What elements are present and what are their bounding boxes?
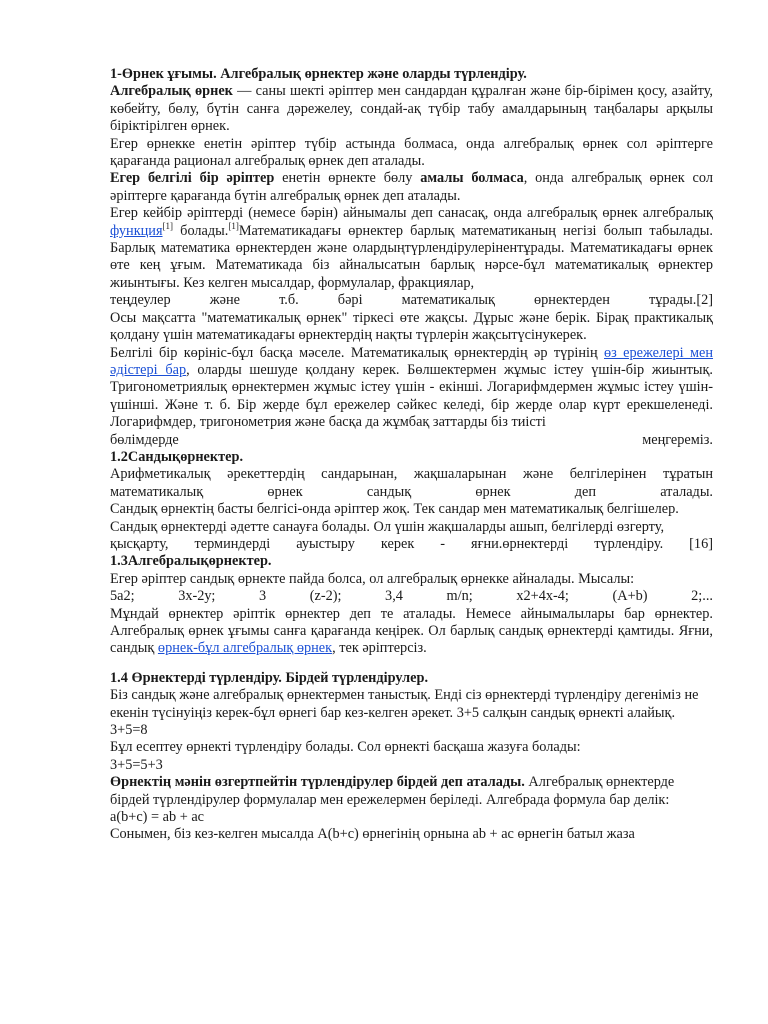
paragraph-conclusion: Сонымен, біз кез-келген мысалда А(b+c) өрнегінің орнына ab + ac өрнегін батыл жаза: [110, 826, 635, 843]
term-certain-letters: Егер белгілі бір әріптер: [110, 170, 275, 187]
paragraph-text: Мұндай өрнектер әріптік өрнектер деп те аталады. Немесе айнымалылары бар өрнектер. Алгебралық өрнек ұғымы санға қарағанда кеңірек. Ол барлық сандық өрнектерді қамтиды. Яғни, сандық: [110, 605, 713, 657]
paragraph-last-line: теңдеулер және т.б. бәрі математикалық өрнектерден тұрады.[2]: [110, 292, 713, 309]
paragraph-algebraic-expression-definition: [110, 83, 713, 135]
paragraph-numeric-expression-feature: Сандық өрнектің басты белгісі-онда әріптер жоқ. Тек сандар мен математикалық белгішелер.: [110, 501, 679, 518]
paragraph-rational-expression: Егер өрнекке енетін әріптер түбір астында болмаса, онда алгебралық өрнек сол әріптерге қарағанда рационал алгебралық өрнек деп аталады.: [110, 135, 713, 170]
paragraph-text: , онда алгебралық өрнек сол әріптерге қарағанда бүтін алгебралық өрнек деп аталады.: [110, 170, 713, 204]
document-page: [110, 66, 713, 844]
paragraph-specific-rules: [110, 345, 713, 432]
paragraph-text: Егер кейбір әріптерді (немесе бәрін) айнымалы деп санасақ, онда алгебралық өрнек алгебралық: [110, 205, 713, 222]
paragraph-text: Математикадағы өрнектер барлық математиканың негізі болып табылады. Барлық математика өрнектерден және олардыңтүрлендірулерінентұрады. Математикадағы өрнек өте кең ұғым. Математикада біз айналысатын барлық нәрсе-бұл математикалық өрнектер жиынтығы. Кез келген мысалдар, формулалар, фракциялар,: [110, 222, 713, 291]
equation-2: 3+5=5+3: [110, 756, 163, 773]
footnote-ref[interactable]: [1]: [228, 220, 239, 231]
paragraph-last-line: бөлімдерде меңгереміз.: [110, 431, 713, 448]
paragraph-last-line: математикалық өрнек сандық өрнек деп аталады.: [110, 483, 713, 500]
equation-3: a(b+c) = ab + ac: [110, 809, 205, 826]
paragraph-text: Белгілі бір көрініс-бұл басқа мәселе. Математикалық өрнектердің әр түрінің: [110, 344, 604, 361]
footnote-ref[interactable]: [1]: [162, 220, 174, 231]
paragraph-transformations-intro: Біз сандық және алгебралық өрнектермен таныстық. Енді сіз өрнектерді түрлендіру дегеніміз не екенін түсінуіңіз керек-бұл өрнегі бар кез-келген әрекет. 3+5 салқын сандық өрнекті алайық.: [110, 687, 699, 721]
paragraph-last-line: қысқарту, терминдерді ауыстыру керек - яғни.өрнектерді түрлендіру. [16]: [110, 535, 713, 552]
paragraph-algebraic-expressions-intro: Егер әріптер сандық өрнекте пайда болса, ол алгебралық өрнекке айналады. Мысалы:: [110, 570, 635, 587]
paragraph-integer-expression: [110, 170, 713, 205]
paragraph-text: болады.: [173, 222, 229, 239]
term-algebraic-expression: Алгебралық өрнек: [110, 83, 233, 100]
equation-1: 3+5=8: [110, 722, 148, 739]
link-own-rules-and-methods[interactable]: өз ережелері мен әдістері бар: [110, 344, 714, 378]
paragraph-text: Алгебралық өрнектерде бірдей түрлендірулер формулалар мен ережелермен беріледі. Алгебрада формула бар делік:: [110, 774, 675, 808]
section-heading-3: 1.3Алгебралықөрнектер.: [110, 553, 272, 570]
paragraph-text: , тек әріптерсіз.: [332, 640, 427, 657]
examples-line: 5а2; 3х-2у; 3 (z-2); 3,4 m/n; x2+4x-4; (А+b) 2;...: [110, 588, 713, 605]
section-heading-2: 1.2Сандықөрнектер.: [110, 448, 244, 465]
definition-text: — саны шекті әріптер мен сандардан құралған және бір-бірімен қосу, азайту, көбейту, бөлу, бүтін санға дәрежелеу, сондай-ақ түбір табу амалдарының таңбалары арқылы біріктірілген өрнек.: [110, 83, 713, 135]
link-function[interactable]: функция: [110, 222, 163, 239]
section-heading-4: 1.4 Өрнектерді түрлендіру. Бірдей түрлендірулер.: [110, 669, 429, 686]
term-identical-transformations: Өрнектің мәнін өзгертпейтін түрлендірулер бірдей деп аталады.: [110, 774, 525, 791]
paragraph-math-expression-phrase: Осы мақсатта "математикалық өрнек" тіркесі өте жақсы. Дұрыс және берік. Бірақ практикалық қолдану үшін математикадағы өрнектердің нақты түрлерін жақсытүсінукерек.: [110, 309, 713, 344]
term-no-division: амалы болмаса: [420, 170, 524, 187]
link-numeric-is-algebraic[interactable]: өрнек-бұл алгебралық өрнек: [157, 640, 333, 657]
paragraph-calculation-note: Бұл есептеу өрнекті түрлендіру болады. Сол өрнекті басқаша жазуға болады:: [110, 739, 581, 756]
paragraph-text: , оларды шешуде қолдану керек. Бөлшектермен жұмыс істеу үшін-бір жиынтық. Тригонометриялық өрнектермен жұмыс істеу үшін - екінші. Логарифмдермен жұмыс істеу үшін-үшінші. Және т. б. Бір жерде бұл ережелер сәйкес келеді, бір жерде олар күрт ерекшеленеді. Логарифмдер, тригонометрия және басқа да жұмбақ заттарды біз тиісті: [110, 361, 713, 431]
paragraph-text: енетін өрнекте бөлу: [274, 170, 421, 187]
paragraph-numeric-expression-definition: Арифметикалық әрекеттердің сандарынан, жақшаларынан және белгілерінен тұратын: [110, 466, 713, 483]
paragraph-expressions-in-math: [110, 205, 713, 292]
paragraph-identical-transformations: [110, 774, 713, 809]
section-heading-1: 1-Өрнек ұғымы. Алгебралық өрнектер және оларды түрлендіру.: [110, 66, 527, 82]
paragraph-letter-expressions: [110, 606, 713, 658]
paragraph-numeric-expression-evaluation: Сандық өрнектерді әдетте санауға болады. Ол үшін жақшаларды ашып, белгілерді өзгерту,: [110, 518, 665, 535]
